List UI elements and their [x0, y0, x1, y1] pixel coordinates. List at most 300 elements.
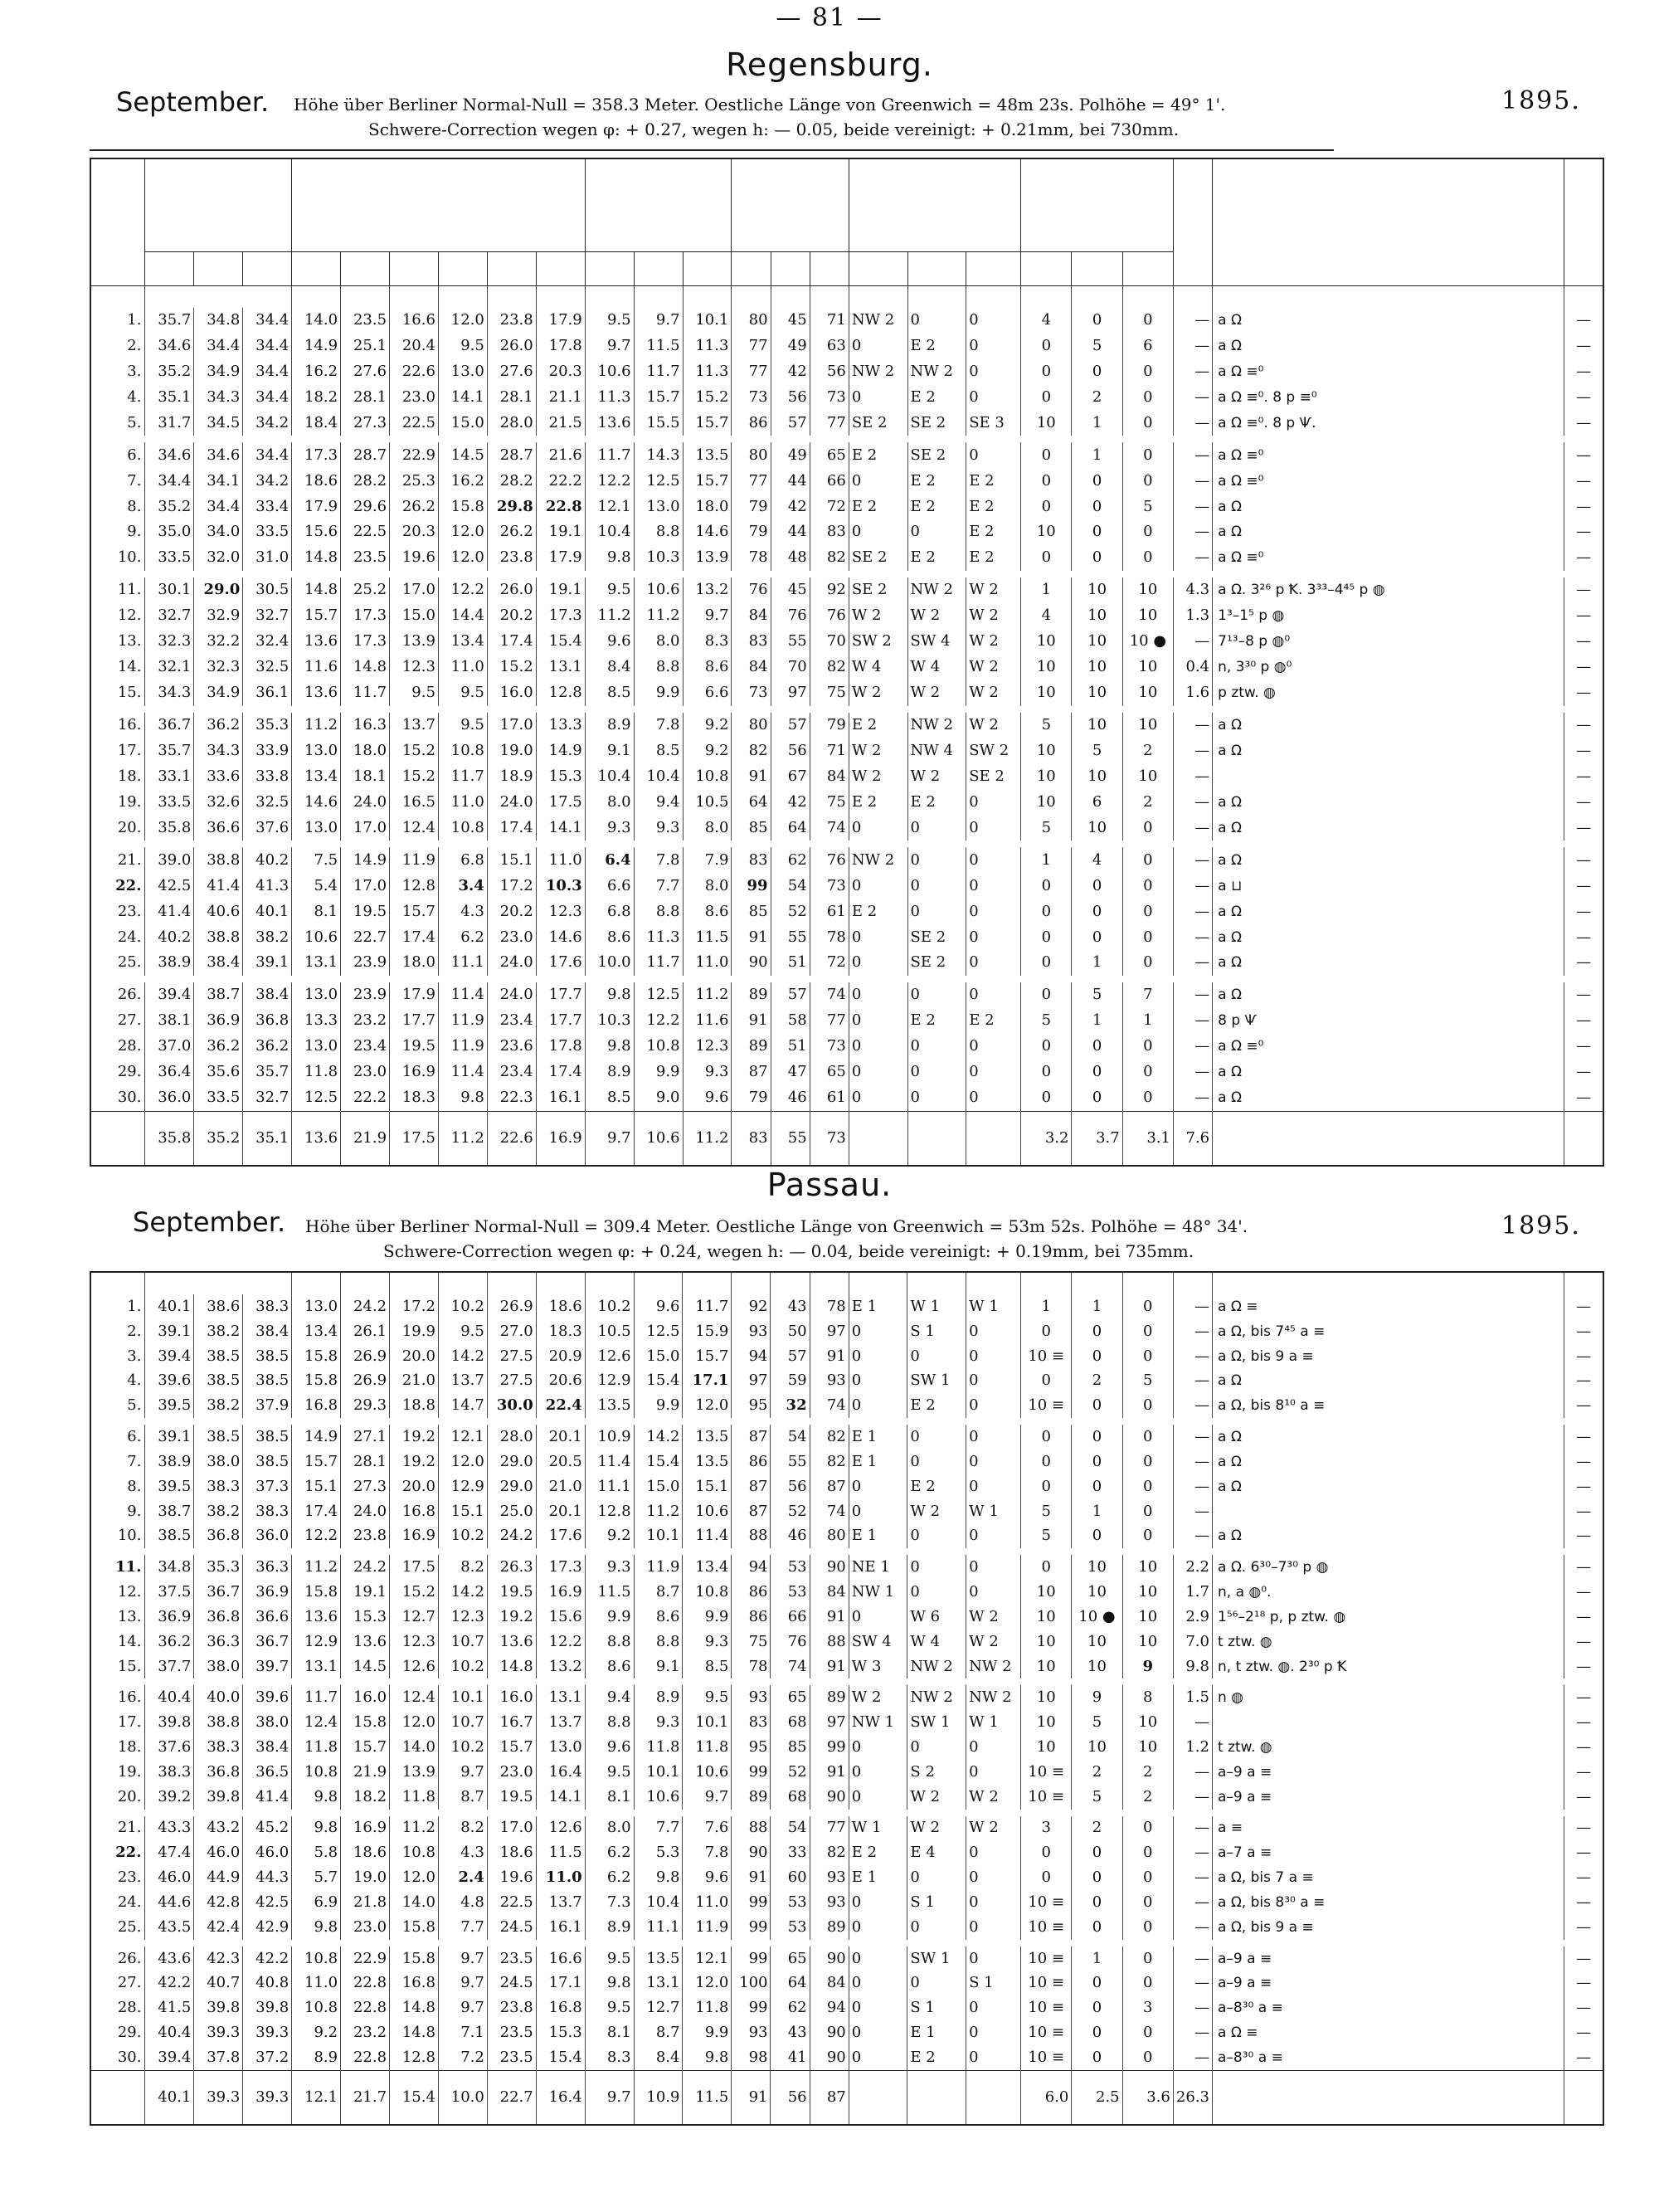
value-cell: 0 [1072, 1085, 1122, 1112]
value-cell: 10 [1072, 1735, 1122, 1760]
remark-cell: a–7 a ≡ [1213, 1840, 1564, 1865]
schneedecke-cell: — [1564, 1474, 1603, 1499]
table-row [90, 1344, 1603, 1369]
value-cell: 46 [771, 1523, 810, 1548]
value-cell: — [1174, 629, 1213, 655]
value-cell: — [1174, 358, 1213, 384]
value-cell: — [1174, 333, 1213, 358]
value-cell: 47.4 [145, 1840, 194, 1865]
value-cell: 9.8 [683, 2045, 732, 2070]
value-cell: 23.4 [487, 1060, 536, 1085]
value-cell: 12.8 [390, 2045, 439, 2070]
value-cell: 91 [732, 763, 771, 789]
value-cell: 17.0 [341, 873, 390, 899]
value-cell: 2 [1072, 1368, 1122, 1393]
unit-cell [1173, 1272, 1212, 1294]
remark-cell: a Ω [1213, 1368, 1564, 1393]
value-cell: 5 [1072, 333, 1122, 358]
value-cell: 17.3 [536, 1555, 585, 1580]
value-cell: 10.2 [438, 1654, 487, 1679]
schneedecke-cell: — [1564, 1085, 1603, 1112]
value-cell: 16.0 [487, 680, 536, 706]
unit-cell [1072, 285, 1122, 308]
value-cell: E 2 [907, 545, 966, 571]
value-cell: 14.8 [341, 655, 390, 680]
remark-cell: a Ω ≡⁰ [1213, 545, 1564, 571]
value-cell: 78 [810, 1294, 849, 1319]
subheader-h8 [1021, 251, 1072, 285]
value-cell: 10 [1122, 603, 1173, 629]
value-cell: 20.0 [390, 1344, 439, 1369]
value-cell: W 2 [966, 1785, 1021, 1810]
value-cell: 0 [1122, 384, 1173, 410]
value-cell: 17.3 [536, 603, 585, 629]
value-cell: W 2 [966, 713, 1021, 738]
value-cell: 0 [849, 1971, 907, 1996]
value-cell: 0 [1021, 1449, 1072, 1474]
value-cell: 15.1 [683, 1474, 732, 1499]
value-cell: 93 [732, 1685, 771, 1710]
value-cell: 13.7 [438, 1368, 487, 1393]
value-cell: 78 [810, 924, 849, 950]
value-cell: 46 [771, 1085, 810, 1112]
value-cell: 37.7 [145, 1654, 194, 1679]
value-cell: 33 [771, 1840, 810, 1865]
value-cell: 0 [966, 1580, 1021, 1605]
value-cell: 11.7 [341, 680, 390, 706]
value-cell: 5 [1122, 494, 1173, 519]
value-cell: 0 [966, 1946, 1021, 1971]
value-cell: 84 [810, 1580, 849, 1605]
mittel-cell: 17.5 [390, 1112, 439, 1167]
value-cell: 19.2 [487, 1605, 536, 1630]
year-label-1: 1895. [1501, 86, 1581, 115]
value-cell: 35.2 [145, 358, 194, 384]
value-cell: 8.6 [683, 899, 732, 924]
value-cell: E 1 [849, 1425, 907, 1449]
table-row [90, 2045, 1603, 2070]
remark-cell [1213, 1710, 1564, 1735]
value-cell: 58 [771, 1008, 810, 1034]
value-cell: 24.0 [487, 982, 536, 1008]
unit-cell [732, 285, 771, 308]
value-cell: 0 [1122, 1393, 1173, 1418]
value-cell: 10 ≡ [1021, 1760, 1072, 1785]
value-cell: 17.4 [487, 629, 536, 655]
value-cell: 34.6 [145, 442, 194, 468]
value-cell: 38.0 [243, 1710, 292, 1735]
value-cell: 0 [907, 1085, 966, 1112]
value-cell: 2 [1122, 1785, 1173, 1810]
value-cell: 0 [1122, 847, 1173, 873]
schneedecke-cell: — [1564, 924, 1603, 950]
schneedecke-cell: — [1564, 1605, 1603, 1630]
value-cell: 9.5 [683, 1685, 732, 1710]
value-cell: 4.3 [1174, 577, 1213, 603]
value-cell: 33.5 [145, 545, 194, 571]
value-cell: 34.3 [194, 384, 243, 410]
value-cell: 10.7 [438, 1630, 487, 1654]
value-cell: 97 [771, 680, 810, 706]
value-cell: 8.1 [585, 1785, 634, 1810]
value-cell: 13.0 [292, 1034, 341, 1060]
value-cell: 14.5 [341, 1654, 390, 1679]
value-cell: 0 [1072, 1915, 1122, 1940]
value-cell: 80 [732, 308, 771, 334]
day-cell: 25. [117, 953, 142, 972]
value-cell: 39.6 [243, 1685, 292, 1710]
table-row [90, 1971, 1603, 1996]
value-cell: — [1174, 545, 1213, 571]
value-cell: 76 [810, 847, 849, 873]
value-cell: 28.1 [341, 1449, 390, 1474]
value-cell: 23.5 [341, 308, 390, 334]
value-cell: 98 [732, 2045, 771, 2070]
subheader-h2 [194, 251, 243, 285]
day-cell: 29. [117, 2024, 142, 2042]
value-cell: 53 [771, 1580, 810, 1605]
value-cell: 0 [907, 899, 966, 924]
value-cell: 10 ≡ [1021, 1785, 1072, 1810]
value-cell: 35.3 [194, 1555, 243, 1580]
value-cell: 10 [1072, 603, 1122, 629]
value-cell: 10.4 [634, 1890, 683, 1915]
value-cell: 7.3 [585, 1890, 634, 1915]
value-cell: 23.8 [487, 545, 536, 571]
value-cell: 14.9 [292, 333, 341, 358]
value-cell: 10 ● [1122, 629, 1173, 655]
value-cell: 13.1 [634, 1971, 683, 1996]
value-cell: 93 [810, 1368, 849, 1393]
value-cell: 16.2 [292, 358, 341, 384]
value-cell: 11.9 [390, 847, 439, 873]
value-cell: 16.1 [536, 1915, 585, 1940]
relative-feuchtigkeit-header [732, 158, 849, 251]
subheader-h8 [292, 251, 341, 285]
value-cell: 15.6 [292, 519, 341, 545]
value-cell: 2 [1122, 738, 1173, 764]
value-cell: E 2 [966, 519, 1021, 545]
unit-cell [292, 1272, 341, 1294]
value-cell: 36.2 [145, 1630, 194, 1654]
subheader-h2 [1072, 251, 1122, 285]
mittel-cell: 12.1 [292, 2071, 341, 2126]
value-cell: W 2 [966, 1816, 1021, 1841]
row-gap [90, 436, 1603, 442]
value-cell: 0 [1122, 442, 1173, 468]
value-cell: E 2 [849, 1840, 907, 1865]
value-cell: 11.2 [390, 1816, 439, 1841]
value-cell: 18.3 [390, 1085, 439, 1112]
value-cell: 0 [966, 1995, 1021, 2020]
value-cell: 9.3 [634, 1710, 683, 1735]
value-cell: 14.7 [438, 1393, 487, 1418]
value-cell: 19.2 [390, 1425, 439, 1449]
value-cell: 74 [810, 982, 849, 1008]
value-cell: 2 [1072, 384, 1122, 410]
value-cell: 26.2 [390, 494, 439, 519]
value-cell: 37.2 [243, 2045, 292, 2070]
value-cell: 10 [1021, 629, 1072, 655]
value-cell: 33.6 [194, 763, 243, 789]
value-cell: 23.5 [341, 545, 390, 571]
value-cell: W 4 [907, 655, 966, 680]
mittel-row [90, 2071, 1603, 2126]
table-row [90, 384, 1603, 410]
value-cell: — [1174, 308, 1213, 334]
value-cell: 17.3 [292, 442, 341, 468]
value-cell: 0 [966, 789, 1021, 815]
value-cell: 39.7 [243, 1654, 292, 1679]
value-cell: 40.4 [145, 2020, 194, 2045]
value-cell: 43.5 [145, 1915, 194, 1940]
value-cell: W 6 [907, 1605, 966, 1630]
value-cell: 8.9 [585, 1060, 634, 1085]
value-cell: 74 [771, 1654, 810, 1679]
value-cell: 13.6 [585, 410, 634, 436]
value-cell: 82 [810, 1425, 849, 1449]
schneedecke-cell: — [1564, 873, 1603, 899]
subheader-h2 [907, 251, 966, 285]
value-cell: 4 [1072, 847, 1122, 873]
value-cell: 12.0 [438, 308, 487, 334]
value-cell: 17.9 [292, 494, 341, 519]
value-cell: 10 [1021, 1605, 1072, 1630]
value-cell: 15.2 [390, 1580, 439, 1605]
value-cell: 5 [1021, 713, 1072, 738]
value-cell: 17.7 [390, 1008, 439, 1034]
value-cell: 5 [1072, 1710, 1122, 1735]
value-cell: 90 [810, 1785, 849, 1810]
value-cell: 2 [1122, 1760, 1173, 1785]
value-cell: 38.2 [194, 1393, 243, 1418]
value-cell: 76 [732, 577, 771, 603]
unit-cell [487, 285, 536, 308]
value-cell: 20.4 [390, 333, 439, 358]
mittel-cell: 11.5 [683, 2071, 732, 2126]
value-cell: 0 [907, 1060, 966, 1085]
day-cell: 21. [117, 850, 142, 869]
value-cell: 99 [732, 1946, 771, 1971]
value-cell: 77 [810, 1816, 849, 1841]
row-gap [90, 571, 1603, 577]
value-cell: 9.7 [438, 1971, 487, 1996]
value-cell: 15.1 [438, 1499, 487, 1524]
mittel-cell [907, 1112, 966, 1167]
table-row [90, 763, 1603, 789]
value-cell: 34.8 [145, 1555, 194, 1580]
value-cell: 62 [771, 847, 810, 873]
value-cell: 21.0 [390, 1368, 439, 1393]
value-cell: 12.9 [585, 1368, 634, 1393]
value-cell: 8.5 [585, 680, 634, 706]
mittel-end [1564, 1112, 1603, 1167]
value-cell: 73 [810, 384, 849, 410]
value-cell: 11.4 [585, 1449, 634, 1474]
value-cell: 28.2 [341, 468, 390, 494]
value-cell: 64 [732, 789, 771, 815]
value-cell: 12.9 [438, 1474, 487, 1499]
value-cell: NW 2 [849, 358, 907, 384]
value-cell: 94 [732, 1344, 771, 1369]
schneedecke-cell: — [1564, 1760, 1603, 1785]
value-cell: 23.9 [341, 982, 390, 1008]
value-cell: 0 [1122, 1294, 1173, 1319]
day-cell: 22. [115, 1844, 142, 1862]
value-cell: 5.3 [634, 1840, 683, 1865]
value-cell: 10 [1021, 763, 1072, 789]
day-cell: 24. [117, 928, 142, 946]
value-cell: 11.0 [438, 789, 487, 815]
value-cell: 7.9 [683, 847, 732, 873]
value-cell: — [1174, 1085, 1213, 1112]
subheader-h8 [683, 251, 732, 285]
value-cell: 0 [1122, 1816, 1173, 1841]
value-cell: 32.5 [243, 789, 292, 815]
value-cell: 11.0 [438, 655, 487, 680]
value-cell: 17.7 [536, 1008, 585, 1034]
table-row [90, 1474, 1603, 1499]
value-cell: — [1173, 1368, 1212, 1393]
value-cell: 34.2 [243, 410, 292, 436]
value-cell: 13.7 [390, 713, 439, 738]
value-cell: 78 [732, 545, 771, 571]
value-cell: 10 [1122, 680, 1173, 706]
value-cell: 28.0 [487, 410, 536, 436]
table-row [90, 1816, 1603, 1841]
value-cell: 0 [907, 847, 966, 873]
value-cell: 14.1 [536, 1785, 585, 1810]
day-cell: 20. [117, 1787, 142, 1805]
value-cell: 8.9 [585, 713, 634, 738]
value-cell: 43.2 [194, 1816, 243, 1841]
unit-cell [90, 285, 145, 308]
value-cell: 74 [810, 1499, 849, 1524]
remark-cell: a Ω [1213, 494, 1564, 519]
value-cell: 16.8 [536, 1995, 585, 2020]
value-cell: 36.3 [194, 1630, 243, 1654]
value-cell: 34.6 [194, 442, 243, 468]
remark-cell: p ztw. ◍ [1213, 680, 1564, 706]
remark-cell: n ◍ [1213, 1685, 1564, 1710]
value-cell: 5 [1021, 815, 1072, 840]
value-cell: 18.1 [341, 763, 390, 789]
value-cell: 35.3 [243, 713, 292, 738]
value-cell: 36.6 [194, 815, 243, 840]
mittel-cell [849, 1112, 907, 1167]
value-cell: 15.9 [683, 1319, 732, 1344]
value-cell: SW 4 [907, 629, 966, 655]
value-cell: 0 [849, 924, 907, 950]
value-cell: 11.8 [292, 1060, 341, 1085]
unit-cell [438, 285, 487, 308]
value-cell: 45 [771, 577, 810, 603]
value-cell: 25.0 [487, 1499, 536, 1524]
value-cell: 19.5 [487, 1785, 536, 1810]
value-cell: — [1173, 1393, 1212, 1418]
value-cell: 43.6 [145, 1946, 194, 1971]
value-cell: 9.3 [683, 1060, 732, 1085]
value-cell: — [1173, 1890, 1212, 1915]
value-cell: 15.8 [341, 1710, 390, 1735]
remark-cell: a Ω [1213, 1523, 1564, 1548]
value-cell: 16.2 [438, 468, 487, 494]
value-cell: 12.8 [390, 873, 439, 899]
remark-cell: t ztw. ◍ [1213, 1630, 1564, 1654]
value-cell: 10.6 [683, 1499, 732, 1524]
value-cell: 53 [771, 1555, 810, 1580]
value-cell: 17.2 [390, 1294, 439, 1319]
value-cell: 38.5 [194, 1344, 243, 1369]
value-cell: 0 [907, 1580, 966, 1605]
day-cell: 2. [127, 1322, 142, 1340]
value-cell: 10.8 [390, 1840, 439, 1865]
unit-cell [1122, 1272, 1173, 1294]
remark-cell: a Ω ≡ [1213, 2020, 1564, 2045]
value-cell: 13.7 [536, 1710, 585, 1735]
subheader-h8 [585, 251, 634, 285]
value-cell: 0.4 [1174, 655, 1213, 680]
value-cell: W 1 [907, 1294, 966, 1319]
value-cell: 9.7 [634, 308, 683, 334]
value-cell: 23.4 [341, 1034, 390, 1060]
value-cell: W 2 [966, 629, 1021, 655]
value-cell: 18.6 [292, 468, 341, 494]
value-cell: — [1174, 713, 1213, 738]
value-cell: 7.2 [438, 2045, 487, 2070]
value-cell: 10.7 [438, 1710, 487, 1735]
value-cell: 1 [1072, 410, 1122, 436]
value-cell: 2.4 [438, 1865, 487, 1890]
value-cell: 10 [1122, 1735, 1173, 1760]
value-cell: 0 [1122, 545, 1173, 571]
value-cell: 7.0 [1173, 1630, 1212, 1654]
value-cell: E 1 [907, 2020, 966, 2045]
value-cell: — [1174, 384, 1213, 410]
value-cell: 8.1 [585, 2020, 634, 2045]
value-cell: 17.2 [487, 873, 536, 899]
unit-cell [292, 285, 341, 308]
value-cell: 9.1 [585, 738, 634, 764]
value-cell: 16.8 [390, 1499, 439, 1524]
value-cell: 34.8 [194, 308, 243, 334]
value-cell: 12.3 [683, 1034, 732, 1060]
value-cell: 77 [810, 410, 849, 436]
value-cell: 11.5 [634, 333, 683, 358]
value-cell: W 4 [849, 655, 907, 680]
value-cell: 1 [1072, 442, 1122, 468]
value-cell: 85 [732, 899, 771, 924]
value-cell: 67 [771, 763, 810, 789]
value-cell: 11.7 [634, 950, 683, 976]
subheader-h8 [243, 251, 292, 285]
value-cell: 13.1 [536, 655, 585, 680]
value-cell: 13.9 [390, 1760, 439, 1785]
value-cell: 40.2 [243, 847, 292, 873]
schneedecke-cell: — [1564, 738, 1603, 764]
value-cell: SW 4 [849, 1630, 907, 1654]
unit-cell [634, 285, 683, 308]
row-gap [90, 1418, 1603, 1425]
value-cell: 32.7 [145, 603, 194, 629]
value-cell: 0 [966, 2020, 1021, 2045]
value-cell: 42 [771, 494, 810, 519]
value-cell: 8.8 [634, 655, 683, 680]
value-cell: 34.3 [145, 680, 194, 706]
table-row [90, 1760, 1603, 1785]
value-cell: 29.0 [487, 1449, 536, 1474]
table-row [90, 1735, 1603, 1760]
